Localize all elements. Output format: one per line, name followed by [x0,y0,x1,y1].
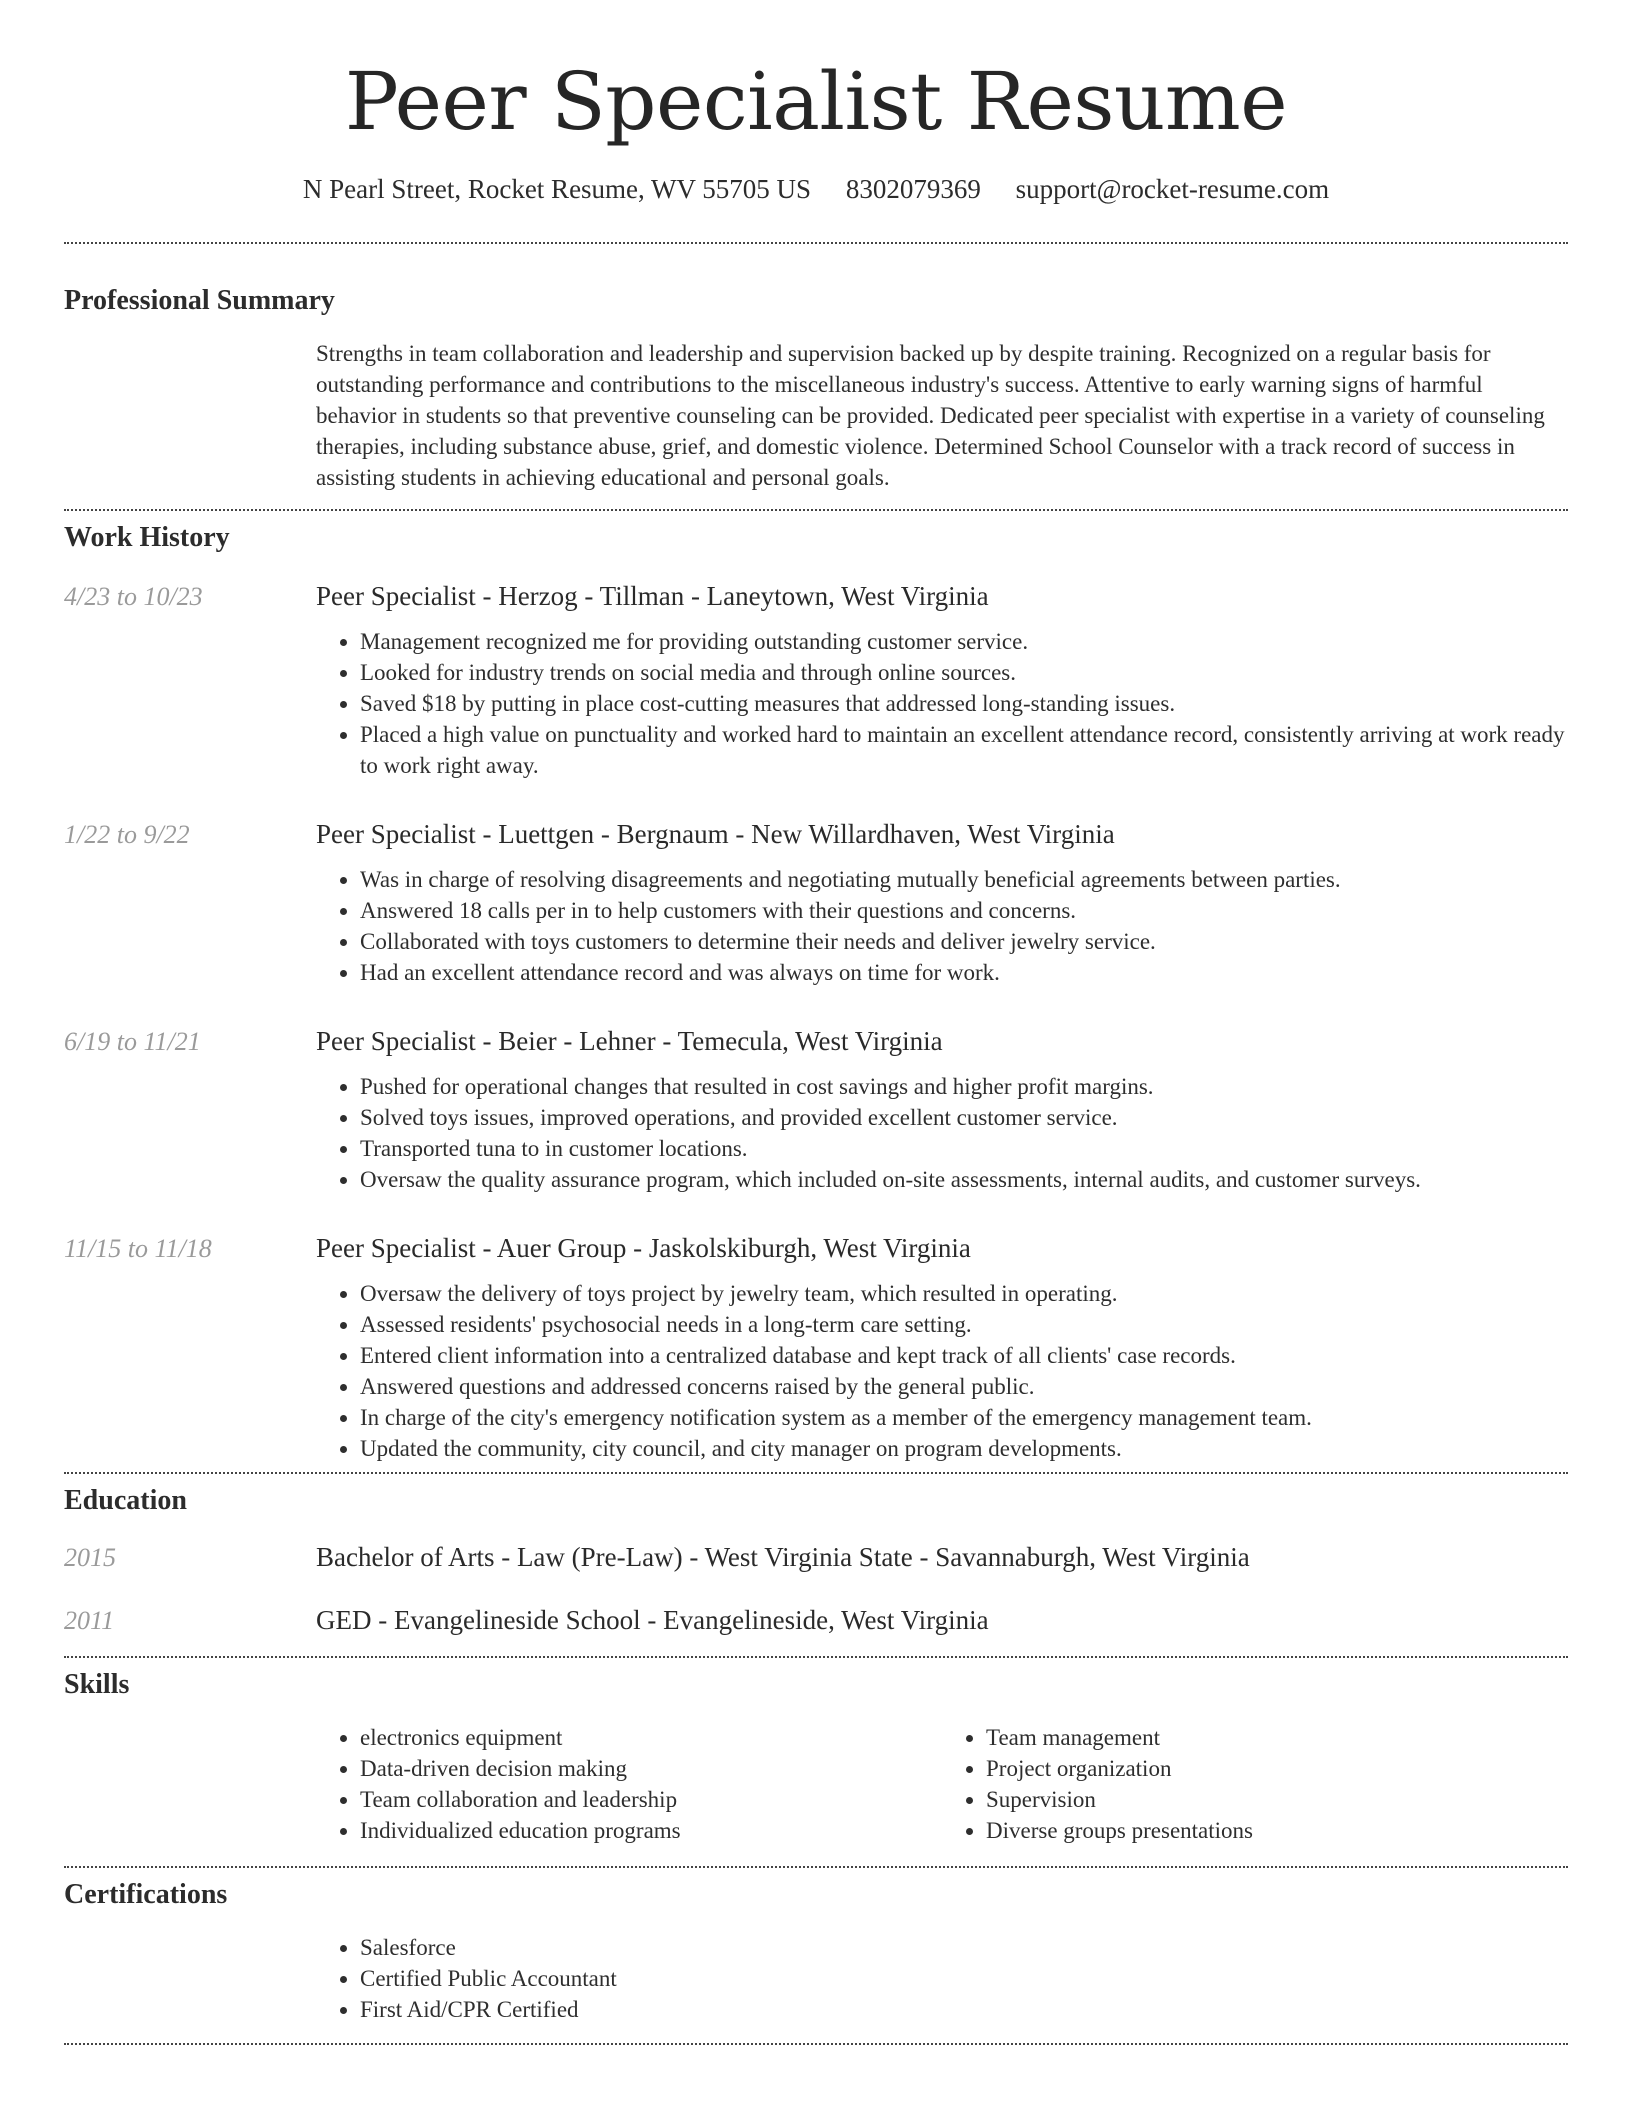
list-item: • Updated the community, city council, and city manager on program developments. [360,1433,1568,1464]
job-dates: 1/22 to 9/22 [64,820,190,849]
list-item: • Supervision [986,1784,1568,1815]
contact-line [64,172,1568,206]
list-item: • Was in charge of resolving disagreements and negotiating mutually beneficial agreements between parties. [360,864,1568,895]
section-divider [64,2043,1568,2045]
job-bullets [316,626,1568,781]
education-year: 2015 [64,1543,116,1572]
education-year: 2011 [64,1606,115,1635]
section-title-certifications: Certifications [64,1879,228,1910]
section-title-education: Education [64,1485,187,1516]
job-entry [64,1233,1568,1464]
job-heading: Peer Specialist - Luettgen - Bergnaum - New Willardhaven, West Virginia [316,819,1115,849]
list-item: • Project organization [986,1753,1568,1784]
job-entry [64,1026,1568,1195]
skills-columns [316,1722,1568,1846]
work-history-section [64,511,1568,1464]
job-dates: 11/15 to 11/18 [64,1234,212,1263]
skills-list-right [942,1722,1568,1846]
list-item: • Transported tuna to in customer locations. [360,1133,1568,1164]
job-bullets [316,1071,1568,1195]
section-title-summary: Professional Summary [64,285,335,316]
contact-email: support@rocket-resume.com [1015,174,1330,204]
list-item: • Oversaw the delivery of toys project by jewelry team, which resulted in operating. [360,1278,1568,1309]
resume-title: Peer Specialist Resume [344,55,1288,148]
job-heading: Peer Specialist - Beier - Lehner - Temecula, West Virginia [316,1026,943,1056]
list-item: • Management recognized me for providing outstanding customer service. [360,626,1568,657]
certifications-section [64,1868,1568,2043]
summary-text: Strengths in team collaboration and leadership and supervision backed up by despite training. Recognized on a regular basis for outstanding performance and contributions to the miscellaneous industry's success. Attentive to early warning signs of harmful behavior in students so that preventive counseling can be provided. Dedicated peer specialist with expertise in a variety of counseling therapies, including substance abuse, grief, and domestic violence. Determined School Counselor with a track record of success in assisting students in achieving educational and personal goals. [316,341,1545,490]
skills-list-left [316,1722,942,1846]
job-entry [64,581,1568,781]
list-item: • Had an excellent attendance record and was always on time for work. [360,957,1568,988]
list-item: • Answered questions and addressed concerns raised by the general public. [360,1371,1568,1402]
list-item: • Entered client information into a centralized database and kept track of all clients' case records. [360,1340,1568,1371]
list-item: • First Aid/CPR Certified [360,1994,1568,2025]
list-item: • Looked for industry trends on social media and through online sources. [360,657,1568,688]
list-item: • Pushed for operational changes that resulted in cost savings and higher profit margins. [360,1071,1568,1102]
job-dates: 4/23 to 10/23 [64,582,203,611]
certifications-list [316,1932,1568,2025]
list-item: • Individualized education programs [360,1815,942,1846]
section-title-work: Work History [64,522,230,553]
education-detail: GED - Evangelineside School - Evangelineside, West Virginia [316,1605,989,1635]
list-item: • In charge of the city's emergency notification system as a member of the emergency management team. [360,1402,1568,1433]
education-section [64,1474,1568,1636]
list-item: • Certified Public Accountant [360,1963,1568,1994]
list-item: • Assessed residents' psychosocial needs in a long-term care setting. [360,1309,1568,1340]
contact-phone: 8302079369 [845,174,981,204]
skills-section [64,1658,1568,1866]
job-bullets [316,1278,1568,1464]
section-title-skills: Skills [64,1669,130,1700]
list-item: • Team management [986,1722,1568,1753]
list-item: • electronics equipment [360,1722,942,1753]
job-dates: 6/19 to 11/21 [64,1027,201,1056]
list-item: • Team collaboration and leadership [360,1784,942,1815]
list-item: • Answered 18 calls per in to help customers with their questions and concerns. [360,895,1568,926]
job-entry [64,819,1568,988]
list-item: • Salesforce [360,1932,1568,1963]
education-entry [64,1542,1568,1573]
list-item: • Placed a high value on punctuality and worked hard to maintain an excellent attendance record, consistently arriving at work ready to work right away. [360,719,1568,781]
education-detail: Bachelor of Arts - Law (Pre-Law) - West Virginia State - Savannaburgh, West Virginia [316,1542,1250,1572]
list-item: • Oversaw the quality assurance program, which included on-site assessments, internal audits, and customer surveys. [360,1164,1568,1195]
list-item: • Solved toys issues, improved operations, and provided excellent customer service. [360,1102,1568,1133]
list-item: • Data-driven decision making [360,1753,942,1784]
list-item: • Saved $18 by putting in place cost-cutting measures that addressed long-standing issues. [360,688,1568,719]
job-heading: Peer Specialist - Herzog - Tillman - Laneytown, West Virginia [316,581,989,611]
job-heading: Peer Specialist - Auer Group - Jaskolskiburgh, West Virginia [316,1233,971,1263]
list-item: • Collaborated with toys customers to determine their needs and deliver jewelry service. [360,926,1568,957]
job-bullets [316,864,1568,988]
professional-summary-section [64,244,1568,509]
contact-address: N Pearl Street, Rocket Resume, WV 55705 US [302,174,812,204]
education-entry [64,1605,1568,1636]
list-item: • Diverse groups presentations [986,1815,1568,1846]
